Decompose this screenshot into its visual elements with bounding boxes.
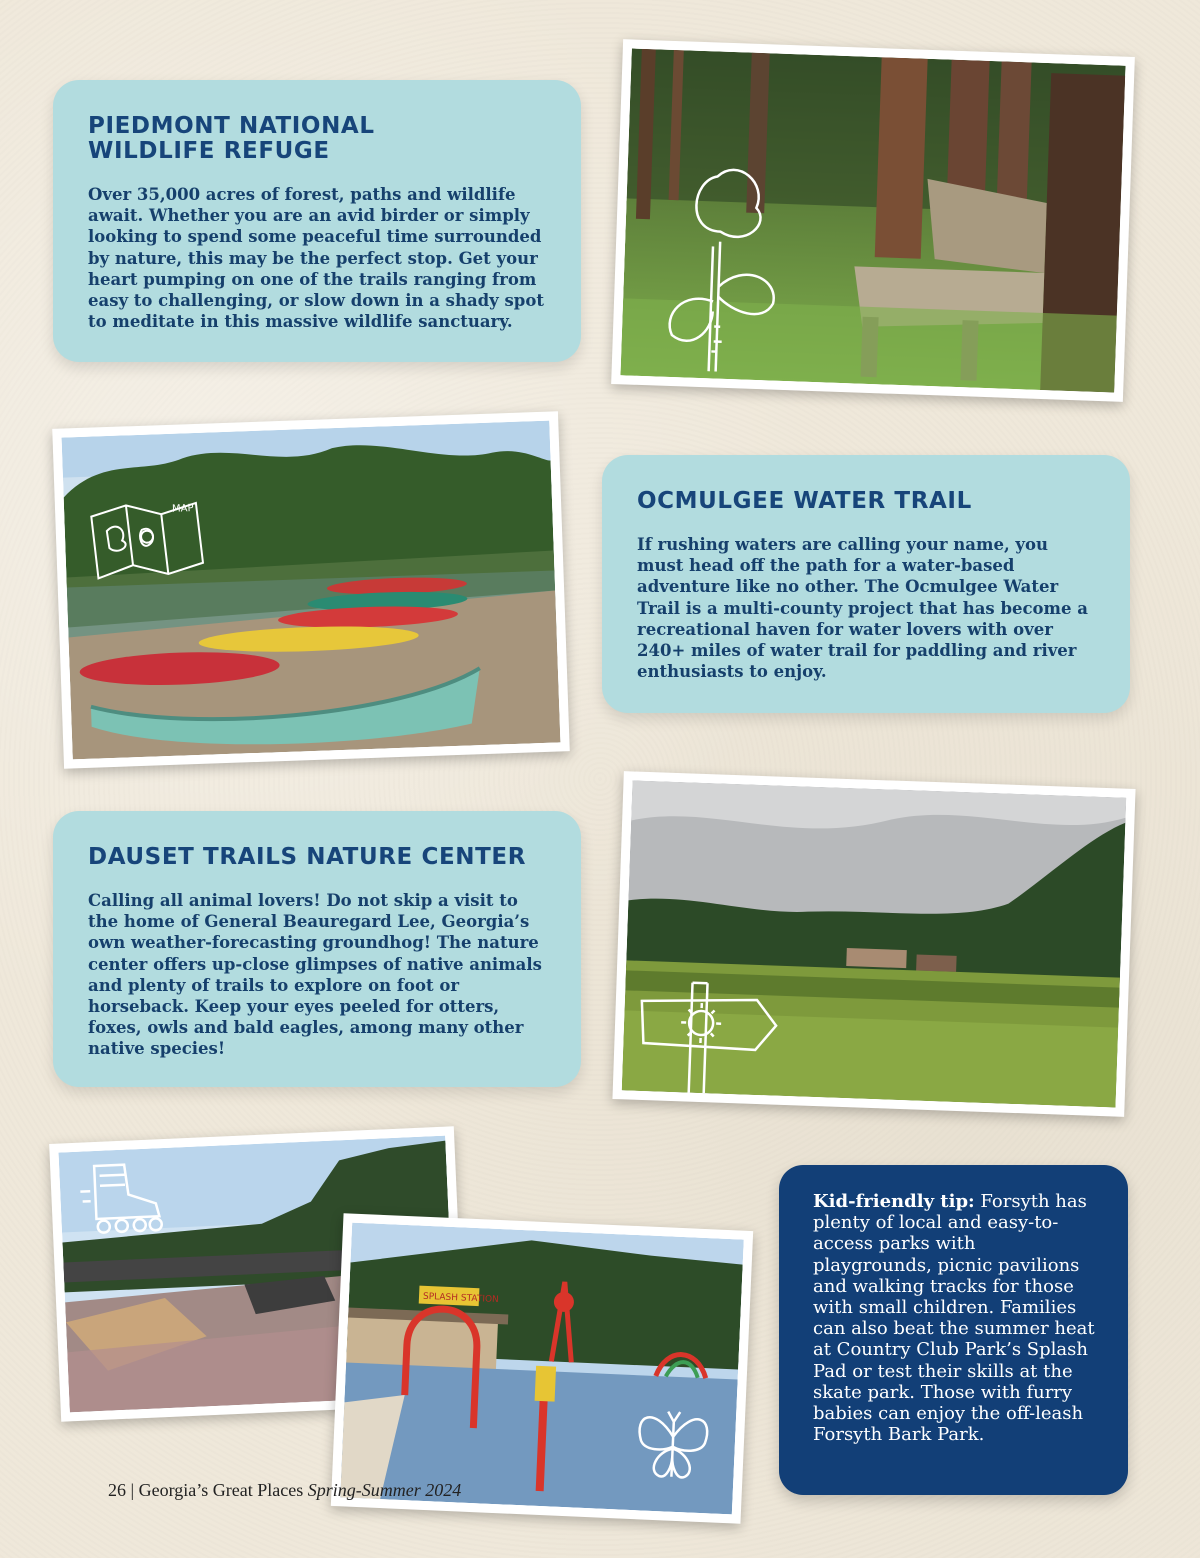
field-image — [622, 780, 1127, 1107]
magazine-name: Georgia’s Great Places — [138, 1480, 308, 1500]
ocmulgee-body: If rushing waters are calling your name, you must head off the path for a water-based adventure like no other. The Ocmulgee Water Trail is a multi-county project that has become a recreational haven for water lovers with over 240+ miles of water trail for paddling and river enthusiasts to enjoy. — [637, 535, 1088, 682]
dauset-card — [53, 811, 581, 1087]
page-footer — [108, 1480, 461, 1501]
kayaks-photo — [52, 411, 570, 768]
ocmulgee-title: OCMULGEE WATER TRAIL — [637, 488, 972, 514]
piedmont-body: Over 35,000 acres of forest, paths and wildlife await. Whether you are an avid birder or simply looking to spend some peaceful time surrounded by nature, this may be the perfect stop. Get your heart pumping on one of the trails ranging from easy to challenging, or slow down in a shady spot to meditate in this massive wildlife sanctuary. — [88, 185, 544, 332]
dauset-title: DAUSET TRAILS NATURE CENTER — [88, 844, 527, 870]
dauset-body: Calling all animal lovers! Do not skip a visit to the home of General Beauregard Lee, Georgia’s own weather-forecasting groundhog! The nature center offers up-close glimpses of native animals and plenty of trails to explore on foot or horseback. Keep your eyes peeled for otters, foxes, owls and bald eagles, among many other native species! — [88, 891, 542, 1059]
footer-separator: | — [126, 1480, 139, 1500]
issue-name: Spring-Summer 2024 — [307, 1480, 462, 1500]
kid-friendly-tip-box — [779, 1165, 1128, 1495]
piedmont-card — [53, 80, 581, 362]
tip-body: Forsyth has plenty of local and easy-to-access parks with playgrounds, picnic pavilions and walking tracks for those with small children. Families can also beat the summer heat at Country Club Park’s Splash Pad or test their skills at the skate park. Those with furry babies can enjoy the off-leash Forsyth Bark Park. — [813, 1191, 1095, 1446]
ocmulgee-card — [602, 455, 1130, 713]
forest-bench-image — [620, 48, 1125, 392]
signpost-sun-icon — [634, 971, 788, 1096]
tree-doodle-icon — [641, 149, 799, 374]
splashpad-image — [340, 1223, 744, 1515]
piedmont-title: PIEDMONT NATIONAL WILDLIFE REFUGE — [88, 113, 375, 164]
butterfly-icon — [631, 1405, 714, 1488]
splash-station-sign: SPLASH STATION — [422, 1291, 499, 1306]
splashpad-photo — [331, 1213, 753, 1524]
kayaks-image — [62, 421, 561, 760]
forest-bench-photo — [611, 39, 1135, 402]
tip-lead: Kid-friendly tip: — [813, 1191, 975, 1212]
page-number: 26 — [108, 1480, 126, 1500]
map-doodle-icon — [86, 493, 209, 587]
field-photo — [612, 771, 1135, 1117]
rollerblade-icon — [79, 1158, 172, 1237]
map-doodle-label: MAP — [171, 503, 194, 515]
tip-text — [813, 1191, 1098, 1445]
